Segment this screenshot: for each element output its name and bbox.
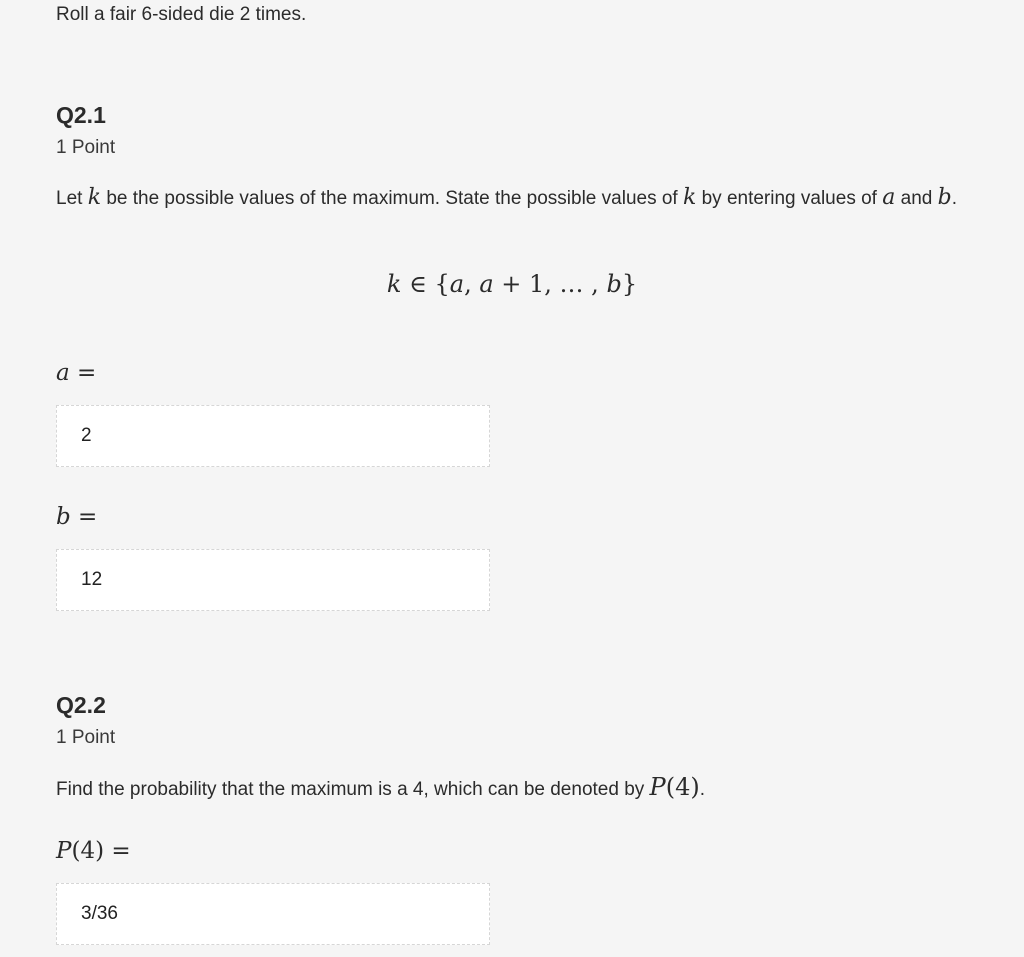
question-prompt-q2-1 — [56, 181, 976, 216]
question-title-q2-1: Q2.1 — [56, 102, 106, 128]
math-var-k: k — [682, 185, 697, 210]
prompt-text: Let — [56, 188, 88, 209]
formula-k: k — [386, 270, 402, 298]
math-var-a: a — [882, 185, 896, 210]
answer-input-p4[interactable] — [56, 883, 490, 945]
prompt-text: . — [951, 188, 957, 209]
set-formula — [56, 270, 968, 298]
label-equals: = — [70, 504, 98, 530]
label-var-b: b — [56, 504, 71, 530]
answer-input-b[interactable] — [56, 549, 490, 611]
label-var-a: a — [56, 360, 70, 386]
label-var-p: P — [56, 838, 72, 864]
answer-input-a[interactable] — [56, 405, 490, 467]
label-arg: (4) — [71, 838, 105, 864]
prompt-text: . — [699, 779, 705, 800]
label-equals: = — [104, 838, 131, 864]
formula-a: a — [479, 270, 494, 298]
question-prompt-q2-2 — [56, 770, 976, 807]
math-var-k: k — [87, 185, 102, 210]
formula-lbrace: { — [434, 270, 450, 298]
math-var-p: P — [649, 773, 666, 801]
problem-intro: Roll a fair 6-sided die 2 times. — [56, 4, 307, 25]
formula-a: a — [449, 270, 465, 298]
answer-value-p4: 3/36 — [81, 903, 118, 924]
answer-value-b: 12 — [81, 569, 103, 590]
math-arg: (4) — [665, 773, 700, 801]
formula-rest: + 1, … , — [493, 270, 607, 298]
prompt-text: Find the probability that the maximum is a 4, which can be denoted by — [56, 779, 650, 800]
field-label-a — [56, 360, 96, 386]
prompt-text: be the possible values of the maximum. State the possible values of — [101, 188, 683, 209]
question-points-q2-1: 1 Point — [56, 137, 116, 158]
field-label-p4 — [56, 838, 131, 864]
question-points-q2-2: 1 Point — [56, 727, 116, 748]
math-var-b: b — [937, 185, 952, 210]
question-title-q2-2: Q2.2 — [56, 692, 106, 718]
formula-rbrace: } — [621, 270, 638, 298]
prompt-text: and — [895, 188, 938, 209]
formula-sep: , — [464, 270, 480, 298]
formula-b: b — [606, 270, 622, 298]
answer-value-a: 2 — [81, 425, 92, 446]
prompt-text: by entering values of — [696, 188, 883, 209]
field-label-b — [56, 504, 97, 530]
formula-in: ∈ — [401, 270, 435, 298]
label-equals: = — [69, 360, 97, 386]
